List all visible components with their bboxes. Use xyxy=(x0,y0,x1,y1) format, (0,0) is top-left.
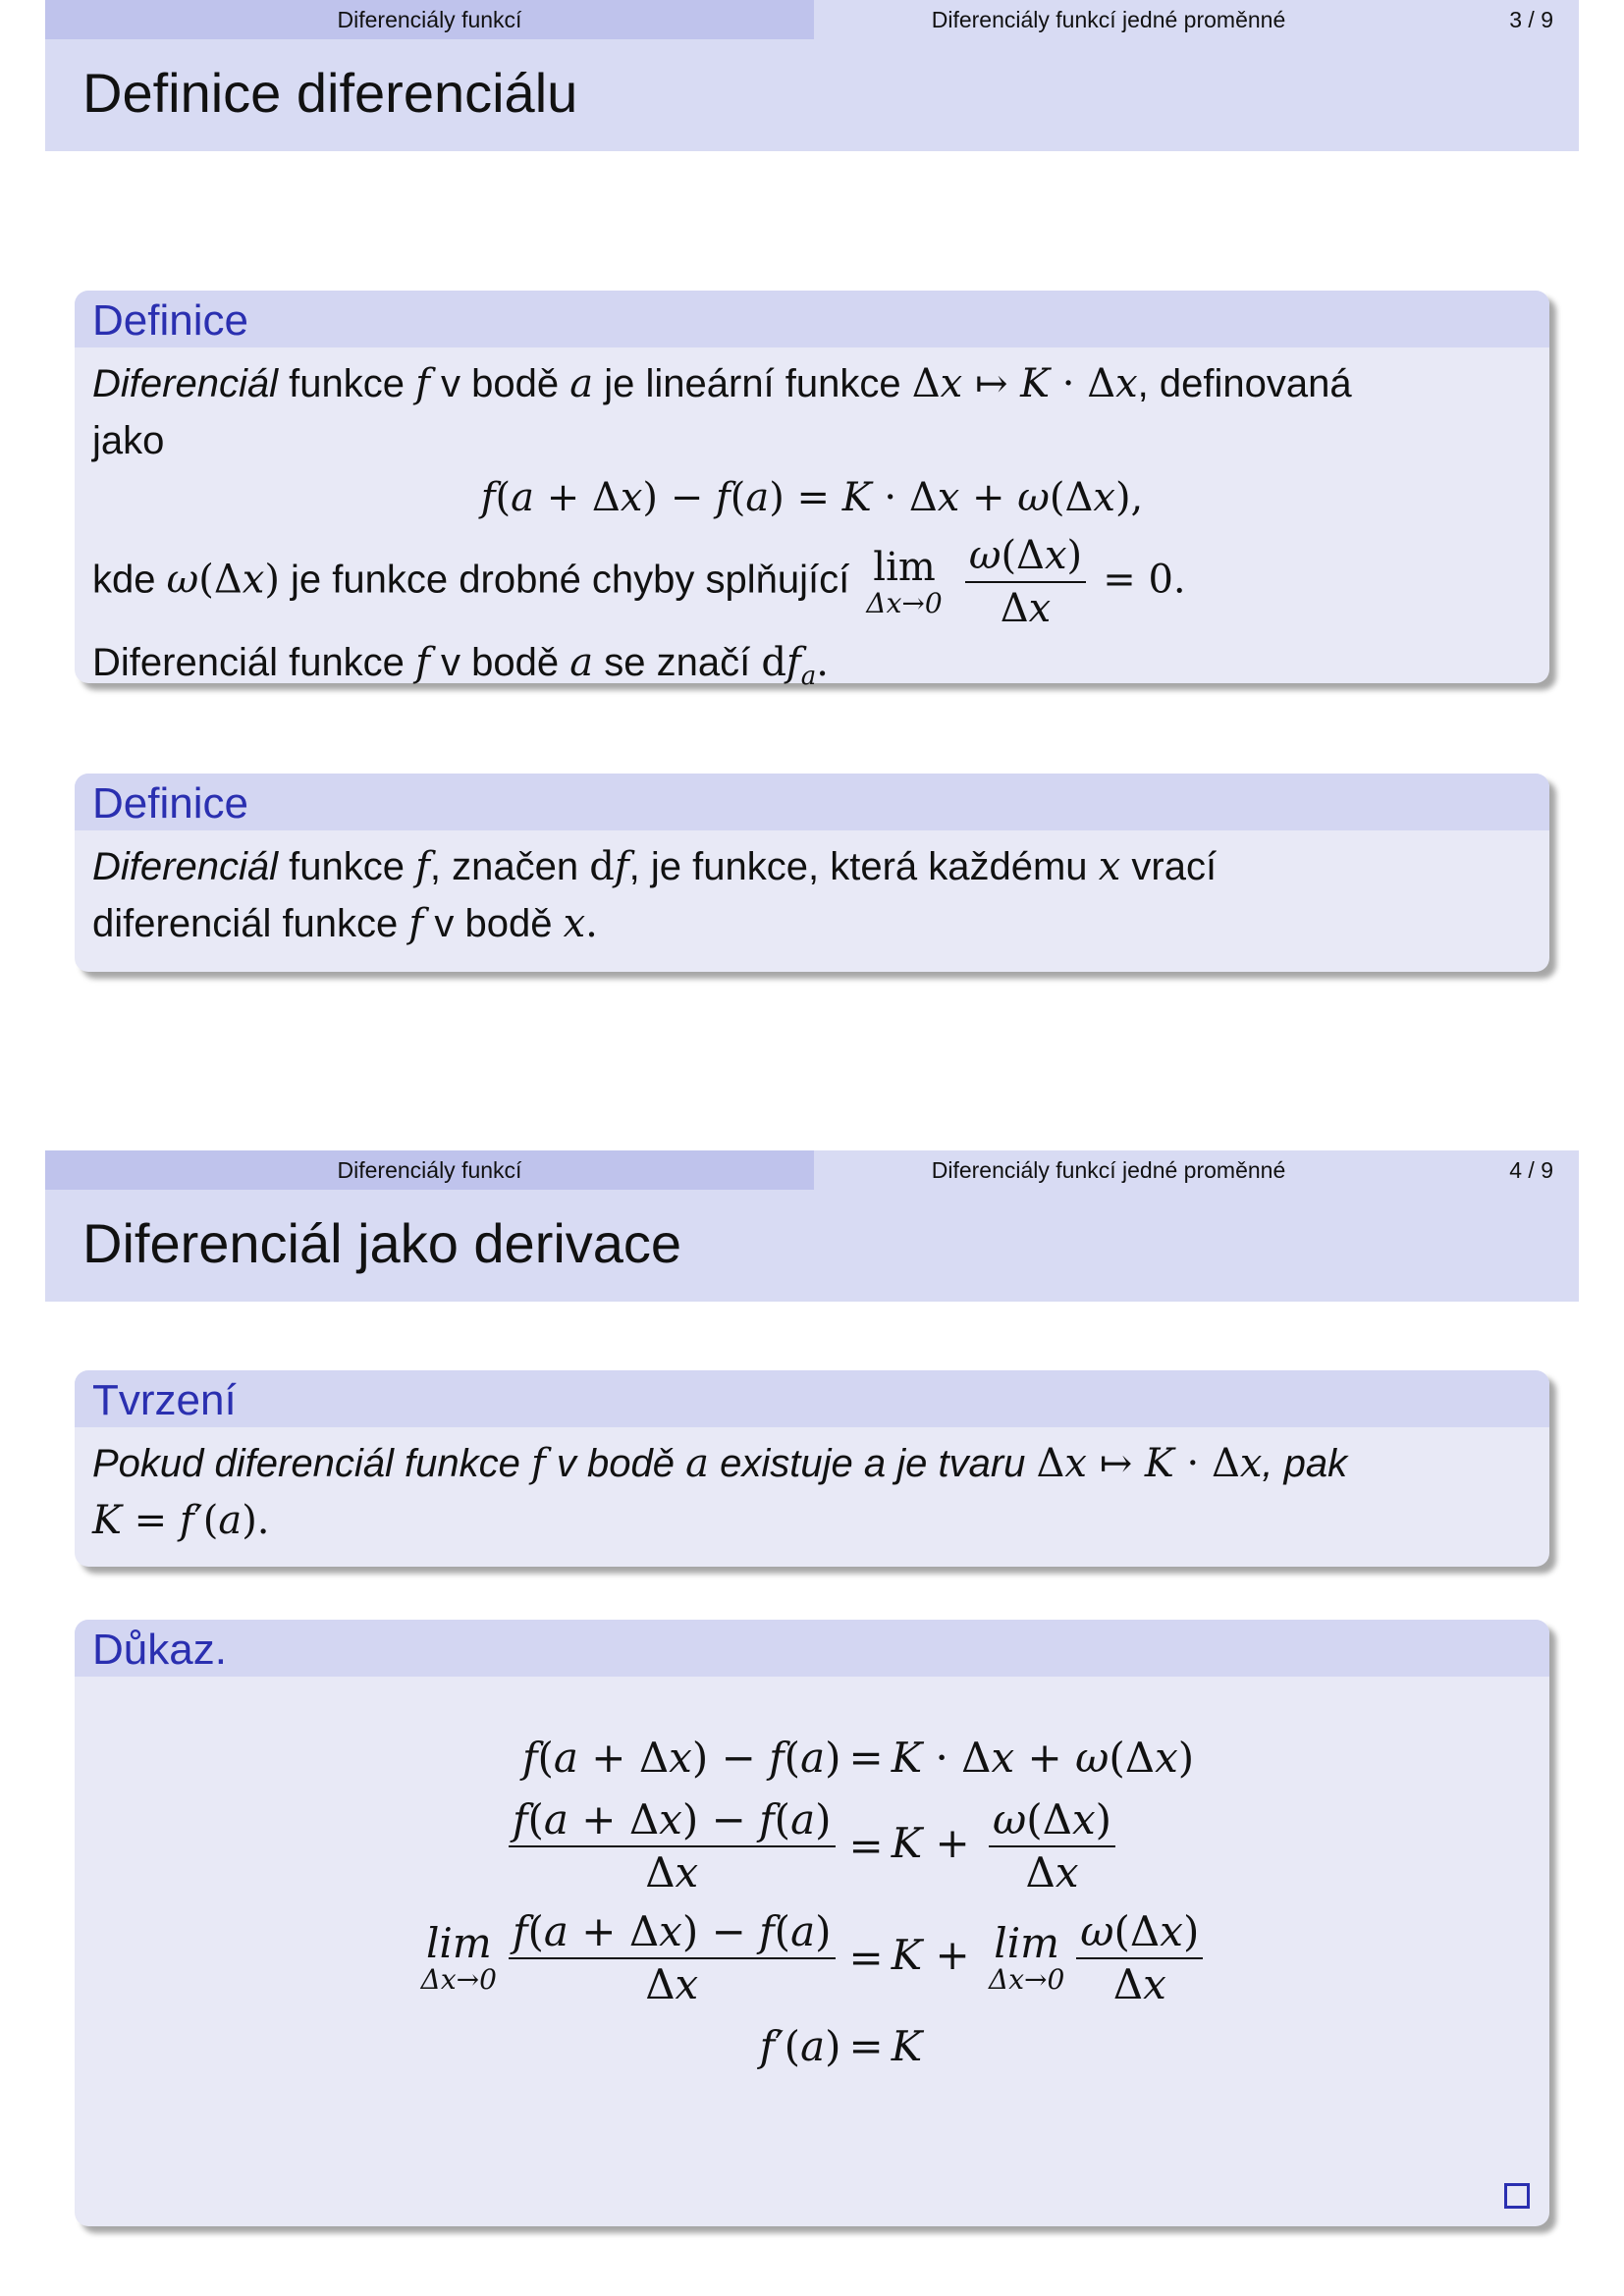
page-number: 3 / 9 xyxy=(1509,7,1553,32)
math: a xyxy=(569,361,594,406)
frame-title-bar xyxy=(45,1190,1579,1302)
page-number: 4 / 9 xyxy=(1509,1157,1553,1183)
math: a xyxy=(685,1441,709,1486)
text: v bodě xyxy=(441,362,560,405)
slide-3 xyxy=(45,0,1579,946)
definition-line-1 xyxy=(92,355,1532,412)
limit-line xyxy=(92,530,1532,634)
qed-square-icon xyxy=(1504,2183,1530,2209)
frame-title-bar xyxy=(45,39,1579,151)
text: , definovaná xyxy=(1137,362,1352,405)
theorem-line-2: K = f′(a). xyxy=(92,1498,270,1543)
math: f xyxy=(530,1441,546,1486)
math: df xyxy=(589,844,629,889)
headline-section[interactable]: Diferenciály funkcí jedné proměnné xyxy=(931,1157,1286,1183)
frame-title: Diferenciál jako derivace xyxy=(82,1212,682,1274)
block-title: Důkaz. xyxy=(75,1620,1549,1677)
headline-bar xyxy=(45,0,1579,39)
math: $df_a$ xyxy=(761,640,817,691)
math: x xyxy=(563,901,586,946)
math: f xyxy=(415,844,430,889)
text: jako xyxy=(92,419,165,462)
proof-equations xyxy=(411,1726,1214,2079)
math: f xyxy=(408,901,424,946)
defined-term: Diferenciál xyxy=(92,362,278,405)
math: f xyxy=(415,640,430,685)
text: , značen xyxy=(429,845,579,888)
equation-row: lim Δx→0 $\frac{f(a + \Delta x) - f(a)}{\Delta x}$ = K + lim Δx→0 $\frac{\omega(\Delta x)}{\Delta x}$ xyxy=(411,1902,1214,2014)
text: diferenciál funkce xyxy=(92,902,399,945)
block-title: Tvrzení xyxy=(75,1370,1549,1427)
math: ω(Δx) xyxy=(166,557,280,603)
text: v bodě xyxy=(434,902,553,945)
text: je funkce drobné chyby splňující xyxy=(291,558,850,602)
notation-line: Diferenciál funkce f v bodě a se značí $df_a$. xyxy=(92,640,829,691)
text: se značí xyxy=(604,641,751,684)
block-body xyxy=(75,1677,1549,2093)
block-body xyxy=(75,830,1549,966)
definition-block-2 xyxy=(75,774,1549,972)
equation-row: $\frac{f(a + \Delta x) - f(a)}{\Delta x}$ = K + $\frac{\omega(\Delta x)}{\Delta x}$ xyxy=(411,1790,1214,1902)
defined-term: Diferenciál xyxy=(92,845,278,888)
math: Δx ↦ K · Δx xyxy=(1036,1441,1263,1486)
text: vrací xyxy=(1131,845,1218,888)
headline-section-bar xyxy=(814,1150,1579,1190)
math: a xyxy=(569,640,594,685)
theorem-block xyxy=(75,1370,1549,1567)
proof-block xyxy=(75,1620,1549,2226)
equation-row: f′(a) = K xyxy=(759,2022,923,2070)
text: Diferenciál funkce xyxy=(92,641,405,684)
math: = 0. xyxy=(1103,557,1186,603)
text: Pokud diferenciál funkce xyxy=(92,1442,520,1485)
text: , je funkce, která každému xyxy=(628,845,1088,888)
text: kde xyxy=(92,558,156,602)
text: je lineární funkce xyxy=(604,362,901,405)
definition-line-1 xyxy=(92,838,1532,895)
frame-title: Definice diferenciálu xyxy=(82,62,578,124)
text: funkce xyxy=(289,845,405,888)
limit: lim Δx→0 xyxy=(866,545,943,619)
theorem-line-1 xyxy=(92,1435,1532,1492)
definition-block-1 xyxy=(75,291,1549,691)
headline-section-bar xyxy=(814,0,1579,39)
block-title: Definice xyxy=(75,774,1549,830)
block-title: Definice xyxy=(75,291,1549,347)
headline-short-title[interactable]: Diferenciály funkcí xyxy=(45,0,814,39)
slide-4 xyxy=(45,1150,1579,2070)
text: v bodě xyxy=(556,1442,675,1485)
math: Δx ↦ K · Δx xyxy=(911,361,1138,406)
headline-bar xyxy=(45,1150,1579,1190)
text: , pak xyxy=(1262,1442,1348,1485)
block-body xyxy=(75,1427,1549,1563)
equation-row: f(a + Δx) − f(a) = K · Δx + ω(Δx) xyxy=(521,1734,1195,1782)
text: v bodě xyxy=(441,641,560,684)
definition-line-2: diferenciál funkce f v bodě x. xyxy=(92,901,598,946)
headline-short-title[interactable]: Diferenciály funkcí xyxy=(45,1150,814,1190)
text: existuje a je tvaru xyxy=(720,1442,1026,1485)
text: funkce xyxy=(289,362,405,405)
math: x xyxy=(1098,844,1121,889)
math: f xyxy=(415,361,430,406)
fraction: $\frac{\omega(\Delta x)}{\Delta x}$ xyxy=(965,530,1086,634)
equation: f(a + Δx) − f(a) = K · Δx + ω(Δx), xyxy=(480,475,1144,520)
headline-section[interactable]: Diferenciály funkcí jedné proměnné xyxy=(931,7,1286,32)
block-body xyxy=(75,347,1549,719)
